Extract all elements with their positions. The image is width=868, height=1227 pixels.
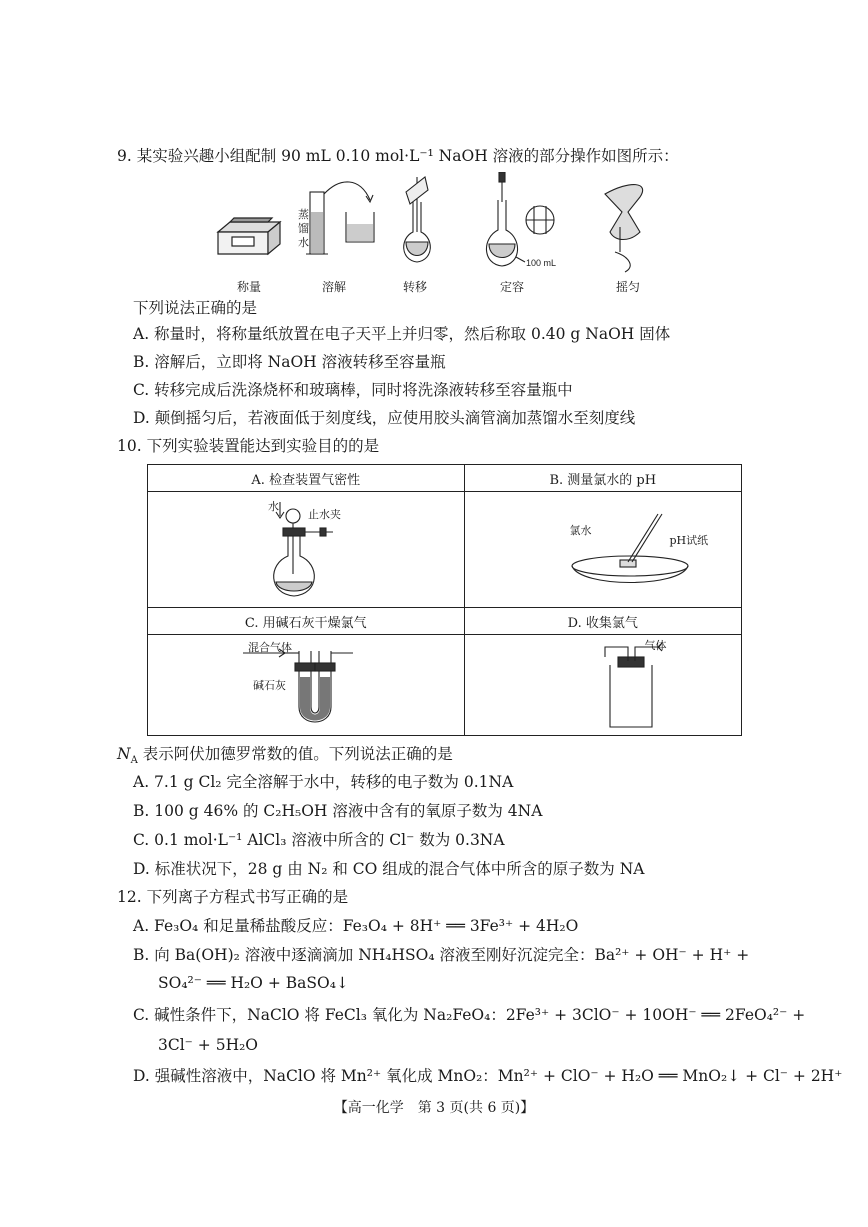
a-clamp-label: 止水夹 xyxy=(308,508,341,521)
shake-flask-icon xyxy=(605,185,643,272)
q9-stem: 9. 某实验兴趣小组配制 90 mL 0.10 mol·L⁻¹ NaOH 溶液的部分操作如图所示： xyxy=(117,147,679,165)
q12-option-c-line1: C. 碱性条件下，NaClO 将 FeCl₃ 氧化为 Na₂FeO₄：2Fe³⁺ + 3ClO⁻ + 10OH⁻ ══ 2FeO₄²⁻ + xyxy=(133,1006,806,1024)
transfer-flask-icon xyxy=(404,177,431,262)
volume-label: 100 mL xyxy=(526,258,557,268)
fixed-volume-flask-icon xyxy=(486,172,556,268)
q9-option-a: A. 称量时，将称量纸放置在电子天平上并归零，然后称取 0.40 g NaOH 固体 xyxy=(133,325,671,343)
q11-option-c: C. 0.1 mol·L⁻¹ AlCl₃ 溶液中所含的 Cl⁻ 数为 0.3NA xyxy=(133,831,505,849)
q9-option-d: D. 颠倒摇匀后，若液面低于刻度线，应使用胶头滴管滴加蒸馏水至刻度线 xyxy=(133,409,636,427)
cylinder-icon xyxy=(306,182,374,254)
q12-option-d: D. 强碱性溶液中，NaClO 将 Mn²⁺ 氧化成 MnO₂：Mn²⁺ + ClO⁻ + H₂O ══ MnO₂↓ + Cl⁻ + 2H⁺ xyxy=(133,1067,843,1085)
q9-option-c: C. 转移完成后洗涤烧杯和玻璃棒，同时将洗涤液转移至容量瓶中 xyxy=(133,381,573,399)
balance-icon xyxy=(218,218,280,254)
a-water-label: 水 xyxy=(268,500,279,513)
q11-stem-text: 表示阿伏加德罗常数的值。下列说法正确的是 xyxy=(137,745,453,763)
q11-option-d: D. 标准状况下，28 g 由 N₂ 和 CO 组成的混合气体中所含的原子数为 NA xyxy=(133,860,645,878)
q10-table xyxy=(147,464,742,736)
q12-option-b-line1: B. 向 Ba(OH)₂ 溶液中逐滴滴加 NH₄HSO₄ 溶液至刚好沉淀完全：Ba²⁺ + OH⁻ + H⁺ + xyxy=(133,946,750,964)
caption-shake: 摇匀 xyxy=(616,280,641,294)
q10-stem: 10. 下列实验装置能达到实验目的的是 xyxy=(117,437,380,455)
q11-stem: $N_A$ 表示阿伏加德罗常数的值。下列说法正确的是 xyxy=(117,745,453,767)
q11-option-b: B. 100 g 46% 的 C₂H₅OH 溶液中含有的氧原子数为 4NA xyxy=(133,802,543,820)
b-paper-label: pH试纸 xyxy=(669,534,709,547)
q11-option-a: A. 7.1 g Cl₂ 完全溶解于水中，转移的电子数为 0.1NA xyxy=(133,773,514,791)
q12-stem: 12. 下列离子方程式书写正确的是 xyxy=(117,888,349,906)
caption-dissolve: 溶解 xyxy=(322,280,347,294)
q9-figure xyxy=(210,172,670,277)
q10-a-title: A. 检查装置气密性 xyxy=(148,465,465,492)
caption-transfer: 转移 xyxy=(403,280,428,294)
q9-prompt: 下列说法正确的是 xyxy=(133,299,258,317)
q12-option-b-line2: SO₄²⁻ ══ H₂O + BaSO₄↓ xyxy=(158,974,349,992)
distilled-water-label: 蒸馏水 xyxy=(298,208,309,249)
q10-b-title: B. 测量氯水的 pH xyxy=(464,465,741,492)
q12-option-c-line2: 3Cl⁻ + 5H₂O xyxy=(158,1036,259,1054)
b-chlorine-label: 氯水 xyxy=(569,524,592,537)
page-footer: 【高一化学 第 3 页(共 6 页)】 xyxy=(333,1100,535,1116)
c-lime-label: 碱石灰 xyxy=(253,679,286,692)
caption-weigh: 称量 xyxy=(237,280,262,294)
q9-option-b: B. 溶解后，立即将 NaOH 溶液转移至容量瓶 xyxy=(133,353,446,371)
q10-c-title: C. 用碱石灰干燥氯气 xyxy=(148,608,465,635)
c-gas-label: 混合气体 xyxy=(248,641,292,654)
d-gas-label: 气体 xyxy=(644,639,667,652)
caption-fix-volume: 定容 xyxy=(500,280,525,294)
q12-option-a: A. Fe₃O₄ 和足量稀盐酸反应：Fe₃O₄ + 8H⁺ ══ 3Fe³⁺ + 4H₂O xyxy=(133,917,579,935)
q10-d-title: D. 收集氯气 xyxy=(464,608,741,635)
